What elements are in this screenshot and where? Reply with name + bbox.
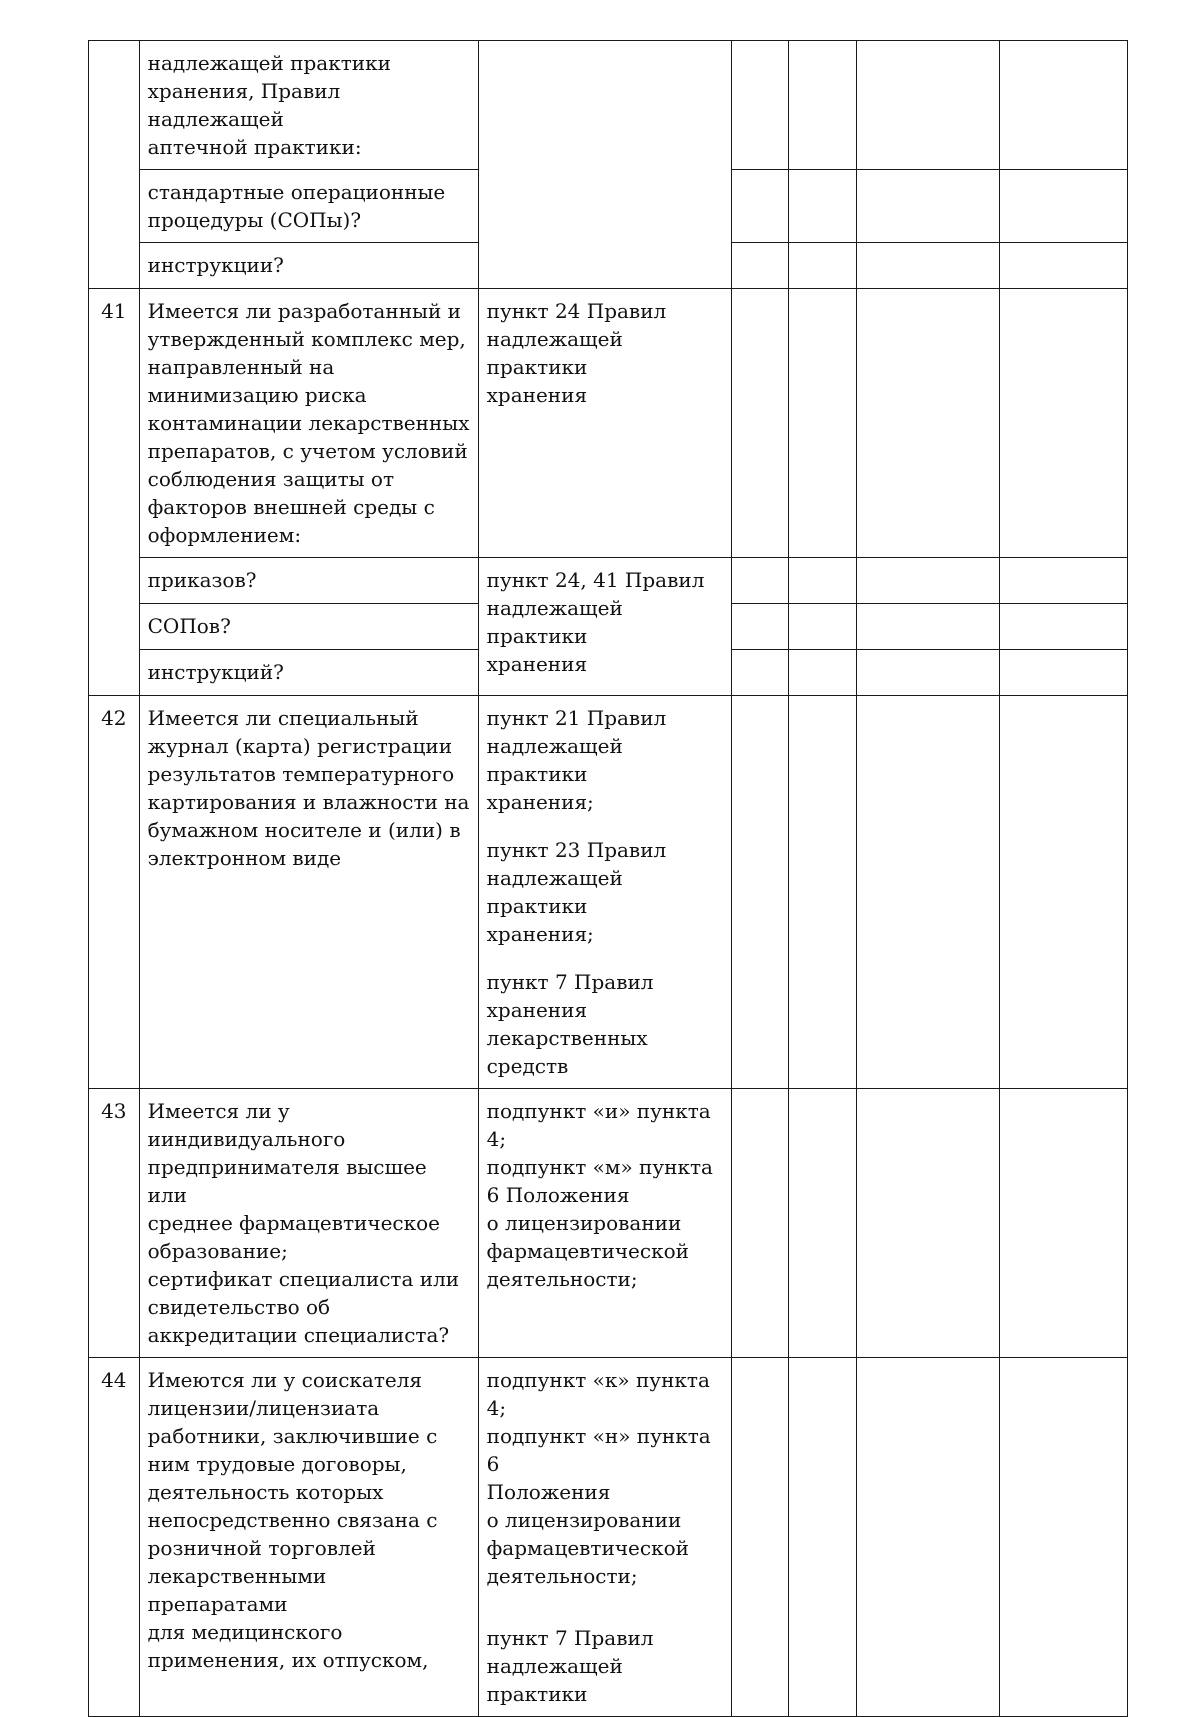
check-cell (788, 170, 856, 243)
question-cell: Имеется ли разработанный и утвержденный комплекс мер, направленный на минимизацию риска контаминации лекарственных препаратов, с учетом условий соблюдения защиты от факторов внешней среды с оформлением: (139, 289, 478, 558)
reference-cell: пункт 24 Правил надлежащей практики хранения (478, 289, 731, 558)
row-number: 42 (89, 696, 140, 1089)
reference-cell: подпункт «и» пункта 4; подпункт «м» пункта 6 Положения о лицензировании фармацевтической деятельности; (478, 1089, 731, 1358)
table-row (89, 1358, 1128, 1717)
check-cell (1000, 650, 1128, 696)
check-cell (1000, 1358, 1128, 1717)
table-row (89, 41, 1128, 170)
check-cell (788, 41, 856, 170)
table-row (89, 1089, 1128, 1358)
check-cell (857, 170, 1000, 243)
check-cell (731, 604, 788, 650)
question-cell: Имеется ли у ииндивидуального предпринимателя высшее или среднее фармацевтическое образование; сертификат специалиста или свидетельство об аккредитации специалиста? (139, 1089, 478, 1358)
check-cell (857, 41, 1000, 170)
check-cell (788, 289, 856, 558)
reference-cell: подпункт «к» пункта 4; подпункт «н» пункта 6 Положения о лицензировании фармацевтической деятельности; пункт 7 Правил надлежащей практики (478, 1358, 731, 1717)
check-cell (857, 243, 1000, 289)
check-cell (731, 170, 788, 243)
question-cell: стандартные операционные процедуры (СОПы)? (139, 170, 478, 243)
check-cell (731, 696, 788, 1089)
check-cell (857, 1089, 1000, 1358)
question-cell: Имеется ли специальный журнал (карта) регистрации результатов температурного картирования и влажности на бумажном носителе и (или) в электронном виде (139, 696, 478, 1089)
check-cell (788, 1089, 856, 1358)
check-cell (731, 650, 788, 696)
check-cell (788, 243, 856, 289)
question-cell: СОПов? (139, 604, 478, 650)
check-cell (857, 604, 1000, 650)
check-cell (731, 41, 788, 170)
question-cell: приказов? (139, 558, 478, 604)
check-cell (1000, 243, 1128, 289)
check-cell (1000, 696, 1128, 1089)
row-number: 44 (89, 1358, 140, 1717)
row-number: 43 (89, 1089, 140, 1358)
check-cell (1000, 170, 1128, 243)
check-cell (788, 696, 856, 1089)
question-cell: надлежащей практики хранения, Правил надлежащей аптечной практики: (139, 41, 478, 170)
check-cell (788, 650, 856, 696)
reference-cell (478, 41, 731, 289)
check-cell (731, 289, 788, 558)
reference-cell: пункт 21 Правил надлежащей практики хранения; пункт 23 Правил надлежащей практики хранения; пункт 7 Правил хранения лекарственных средств (478, 696, 731, 1089)
check-cell (788, 1358, 856, 1717)
check-cell (1000, 289, 1128, 558)
check-cell (1000, 604, 1128, 650)
question-cell: инструкций? (139, 650, 478, 696)
reference-cell: пункт 24, 41 Правил надлежащей практики хранения (478, 558, 731, 696)
table-row (89, 696, 1128, 1089)
check-cell (857, 650, 1000, 696)
check-cell (788, 604, 856, 650)
check-cell (857, 289, 1000, 558)
table-row (89, 289, 1128, 558)
check-cell (731, 243, 788, 289)
checklist-table (88, 40, 1128, 1717)
check-cell (1000, 41, 1128, 170)
check-cell (857, 558, 1000, 604)
row-number (89, 41, 140, 289)
row-number: 41 (89, 289, 140, 696)
check-cell (731, 1358, 788, 1717)
check-cell (1000, 558, 1128, 604)
check-cell (731, 558, 788, 604)
question-cell: Имеются ли у соискателя лицензии/лицензиата работники, заключившие с ним трудовые договоры, деятельность которых непосредственно связана с розничной торговлей лекарственными препаратами для медицинского применения, их отпуском, (139, 1358, 478, 1717)
question-cell: инструкции? (139, 243, 478, 289)
check-cell (857, 1358, 1000, 1717)
check-cell (788, 558, 856, 604)
table-row (89, 558, 1128, 604)
check-cell (1000, 1089, 1128, 1358)
check-cell (857, 696, 1000, 1089)
check-cell (731, 1089, 788, 1358)
